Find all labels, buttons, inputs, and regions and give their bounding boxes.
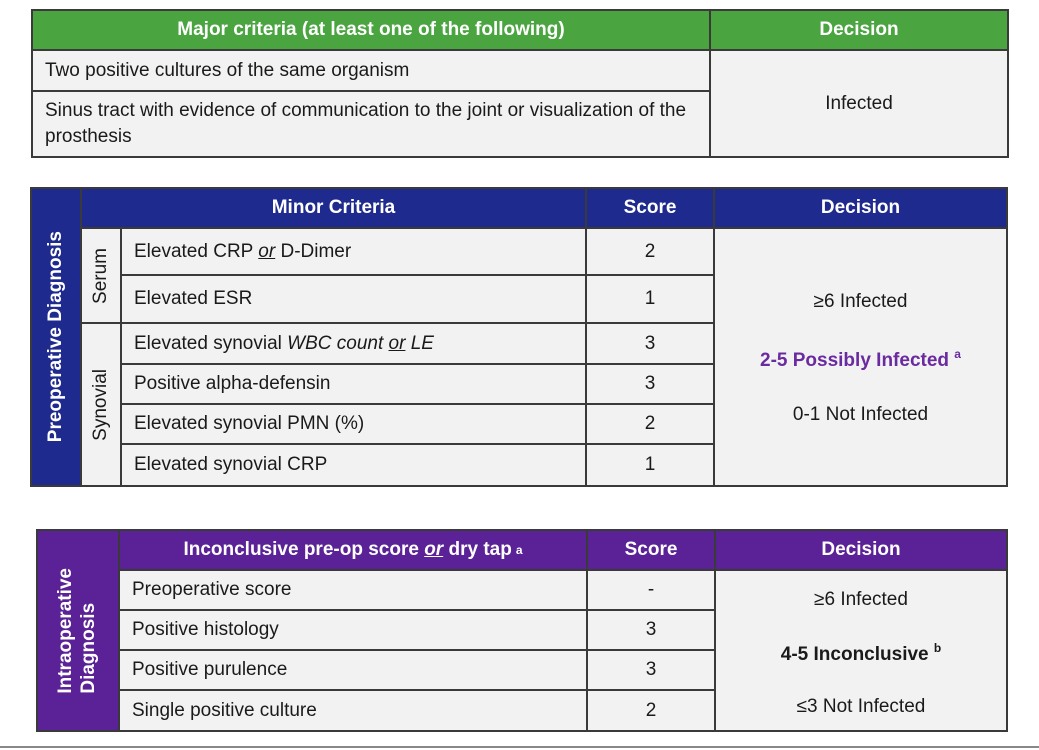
- minor-score-esr: 1: [585, 274, 715, 324]
- minor-score-wbc: 3: [585, 322, 715, 365]
- intra-header-sup: a: [515, 542, 523, 557]
- intra-decision-inconclusive-text: 4-5 Inconclusive: [780, 644, 929, 665]
- intraoperative-table: [36, 529, 1008, 732]
- serum-text: Serum: [90, 247, 112, 304]
- synovial-group-label: [80, 322, 122, 487]
- intraoperative-text-2: Diagnosis: [78, 602, 99, 694]
- minor-row-esr: Elevated ESR: [120, 274, 587, 324]
- intra-criteria-header: [118, 529, 588, 571]
- intra-decision-cell: [714, 569, 1008, 732]
- intra-decision-inconclusive-sup: b: [933, 641, 942, 655]
- major-criteria-table: [31, 9, 1009, 158]
- minor-row-crp-or: or: [258, 240, 276, 262]
- intra-row-preop-score: Preoperative score: [118, 569, 588, 611]
- minor-row-crp-pre: Elevated CRP: [134, 240, 259, 262]
- minor-row-wbc: [120, 322, 587, 365]
- minor-decision-possibly: [715, 346, 1006, 374]
- intraoperative-text-1: Intraoperative: [55, 567, 77, 694]
- intra-header-post: dry tap: [448, 539, 512, 561]
- intra-header-pre: Inconclusive pre-op score: [183, 539, 419, 561]
- minor-score-pmn: 2: [585, 403, 715, 445]
- intra-score-histology: 3: [586, 609, 716, 651]
- major-decision-header: Decision: [709, 9, 1009, 51]
- serum-group-label: [80, 227, 122, 324]
- intraoperative-text: [55, 568, 101, 694]
- minor-score-header: Score: [585, 187, 715, 229]
- major-decision-infected: Infected: [709, 49, 1009, 158]
- minor-row-synovial-crp: Elevated synovial CRP: [120, 443, 587, 487]
- intra-row-purulence: Positive purulence: [118, 649, 588, 691]
- minor-decision-cell: [713, 227, 1008, 487]
- intra-score-preop: -: [586, 569, 716, 611]
- preoperative-diagnosis-text: Preoperative Diagnosis: [45, 231, 67, 443]
- intra-decision-header: Decision: [714, 529, 1008, 571]
- major-row-sinus-tract: Sinus tract with evidence of communication to the joint or visualization of the prosthesis: [31, 90, 711, 158]
- minor-score-alpha-defensin: 3: [585, 363, 715, 405]
- intra-decision-not-infected: ≤3 Not Infected: [796, 696, 926, 717]
- intraoperative-diagnosis-label: [36, 529, 120, 732]
- major-criteria-header: Major criteria (at least one of the following): [31, 9, 711, 51]
- minor-row-crp: [120, 227, 587, 276]
- minor-row-wbc-ital2: LE: [410, 332, 434, 354]
- intra-row-histology: Positive histology: [118, 609, 588, 651]
- minor-criteria-header: Minor Criteria: [80, 187, 587, 229]
- minor-decision-possibly-text: 2-5 Possibly Infected: [760, 350, 950, 371]
- minor-decision-possibly-sup: a: [954, 347, 961, 361]
- minor-decision-infected: ≥6 Infected: [813, 291, 908, 312]
- minor-score-synovial-crp: 1: [585, 443, 715, 487]
- intra-score-purulence: 3: [586, 649, 716, 691]
- major-row-cultures: Two positive cultures of the same organism: [31, 49, 711, 92]
- intra-decision-inconclusive: [716, 640, 1006, 668]
- minor-row-pmn: Elevated synovial PMN (%): [120, 403, 587, 445]
- bottom-divider: [0, 746, 1039, 748]
- intra-header-or: or: [424, 539, 444, 561]
- minor-row-wbc-pre: Elevated synovial: [134, 332, 288, 354]
- minor-decision-header: Decision: [713, 187, 1008, 229]
- intra-score-header: Score: [586, 529, 716, 571]
- intra-score-culture: 2: [586, 689, 716, 732]
- minor-row-wbc-or: or: [388, 332, 406, 354]
- minor-score-crp: 2: [585, 227, 715, 276]
- minor-row-crp-post: D-Dimer: [275, 240, 352, 262]
- minor-decision-not-infected: 0-1 Not Infected: [792, 404, 929, 425]
- minor-row-alpha-defensin: Positive alpha-defensin: [120, 363, 587, 405]
- preoperative-diagnosis-label: [30, 187, 82, 487]
- minor-criteria-table: [30, 187, 1008, 487]
- minor-row-wbc-ital: WBC count: [287, 332, 384, 354]
- synovial-text: Synovial: [90, 368, 112, 441]
- intra-decision-infected: ≥6 Infected: [814, 589, 908, 610]
- intra-row-culture: Single positive culture: [118, 689, 588, 732]
